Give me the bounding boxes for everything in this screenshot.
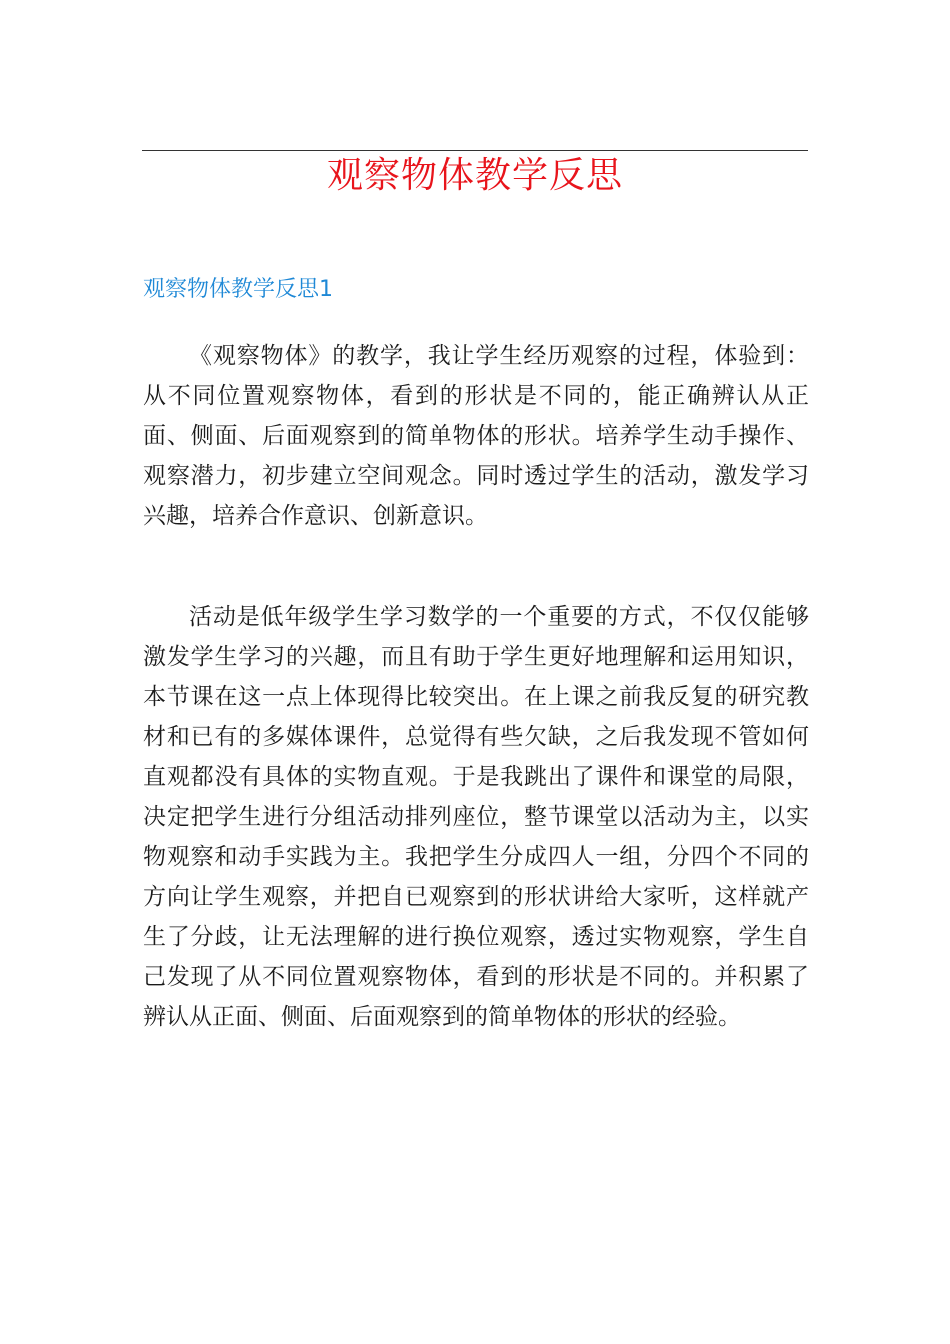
paragraph-1: 《观察物体》的教学，我让学生经历观察的过程，体验到：从不同位置观察物体，看到的形状是不同的，能正确辨认从正面、侧面、后面观察到的简单物体的形状。培养学生动手操作、观察潜力，初步建立空间观念。同时透过学生的活动，激发学习兴趣，培养合作意识、创新意识。: [143, 343, 809, 529]
header-divider: [142, 150, 808, 151]
paragraph-2: 活动是低年级学生学习数学的一个重要的方式，不仅仅能够激发学生学习的兴趣，而且有助于学生更好地理解和运用知识，本节课在这一点上体现得比较突出。在上课之前我反复的研究教材和已有的多媒体课件，总觉得有些欠缺，之后我发现不管如何直观都没有具体的实物直观。于是我跳出了课件和课堂的局限，决定把学生进行分组活动排列座位，整节课堂以活动为主，以实物观察和动手实践为主。我把学生分成四人一组，分四个不同的方向让学生观察，并把自已观察到的形状讲给大家听，这样就产生了分歧，让无法理解的进行换位观察，透过实物观察，学生自己发现了从不同位置观察物体，看到的形状是不同的。并积累了辨认从正面、侧面、后面观察到的简单物体的形状的经验。: [143, 604, 809, 1030]
document-title: 观察物体教学反思: [326, 155, 623, 196]
section-heading: 观察物体教学反思1: [143, 277, 333, 302]
